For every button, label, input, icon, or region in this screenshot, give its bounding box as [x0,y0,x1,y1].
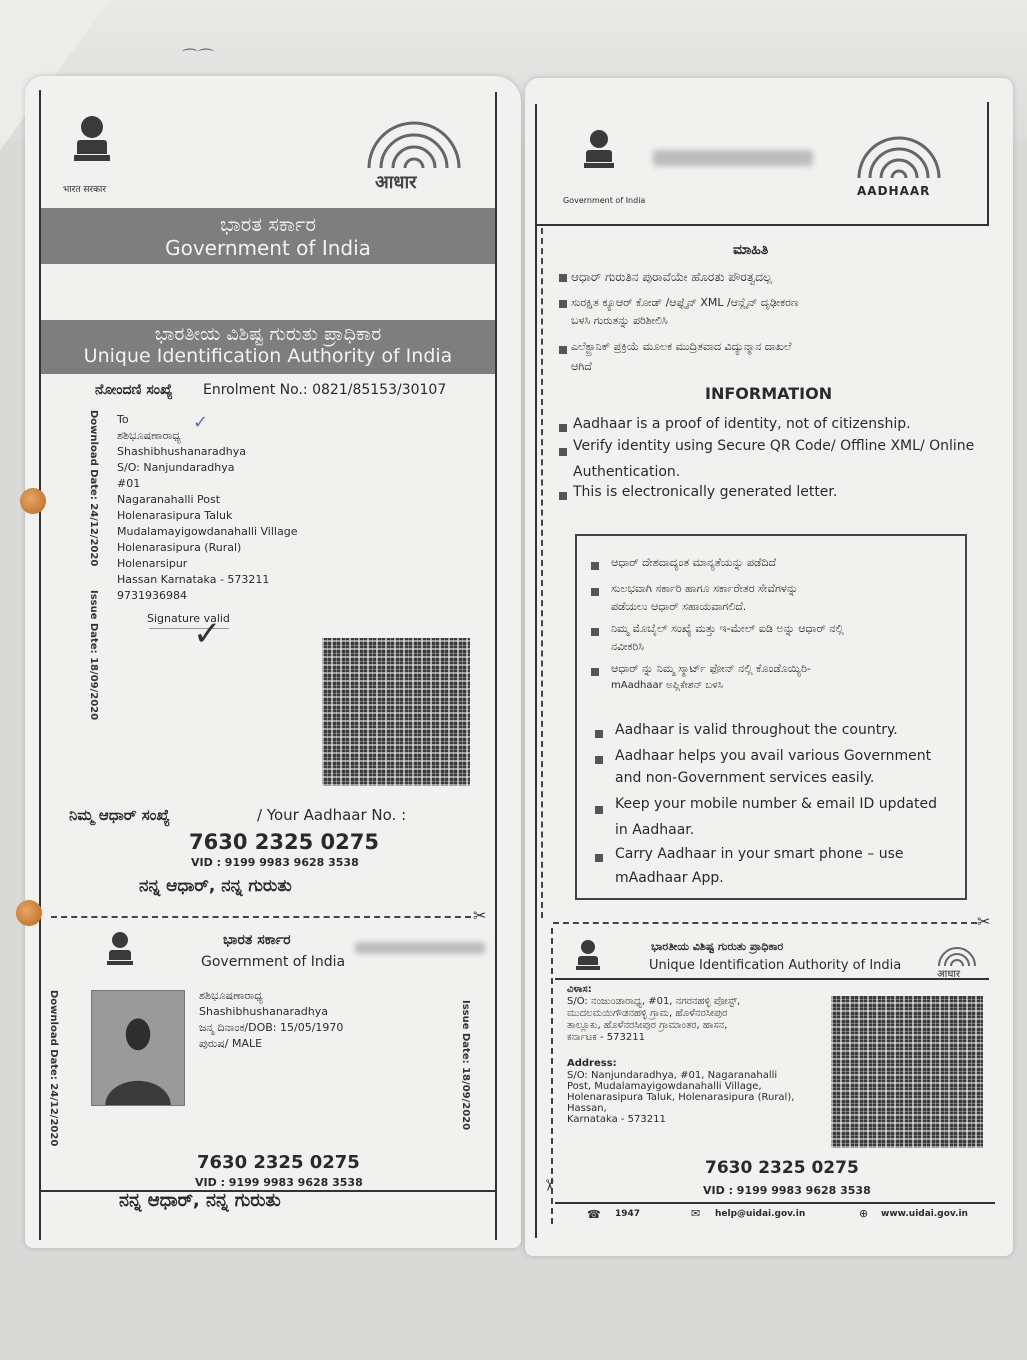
info-kannada-line: ಎಲೆಕ್ಟ್ರಾನಿಕ್ ಪ್ರಕ್ರಿಯೆ ಮೂಲಕ ಮುದ್ರಿತವಾದ ವಿದ್ಯುನ್ಮಾನ ದಾಖಲೆ [571,340,792,353]
bullet-icon [591,562,599,570]
government-band-english: Government of India [165,236,371,260]
scissors-icon: ✂ [540,1178,560,1193]
aadhaar-logo-icon [359,116,469,176]
aadhaar-logo-icon [851,130,947,184]
card-vid: VID : 9199 9983 9628 3538 [195,1176,363,1189]
address-line: Hassan Karnataka - 573211 [117,573,270,586]
national-emblem-icon [67,116,117,161]
address-kannada-line: ಕರ್ನಾಟಕ - 573211 [567,1032,645,1043]
right-sheet [525,78,1013,1256]
punch-hole-icon [20,488,46,514]
box-kannada-line: ಸುಲಭವಾಗಿ ಸರ್ಕಾರಿ ಹಾಗೂ ಸರ್ಕಾರೇತರ ಸೇವೆಗಳನ್ನು [611,582,799,595]
card-emblem-icon [573,940,603,970]
bullet-icon [595,730,603,738]
bullet-icon [591,628,599,636]
bullet-icon [559,448,567,456]
bullet-icon [559,274,567,282]
phone-icon: ☎ [587,1208,601,1221]
address-line: Holenarsipur [117,557,188,570]
aadhaar-logo-text: AADHAAR [857,184,931,198]
fold-line [541,228,543,918]
address-line: 9731936984 [117,589,187,602]
footer-phone: 1947 [615,1209,641,1219]
box-kannada-line: ಆಧಾರ್ ದೇಶದಾದ್ಯಂತ ಮಾನ್ಯತೆಯನ್ನು ಪಡೆದಿದೆ [611,556,777,569]
address-kannada-label: ವಿಳಾಸ: [567,984,592,995]
bullet-icon [559,424,567,432]
card-name: Shashibhushanaradhya [199,1005,329,1018]
vid-number: VID : 9199 9983 9628 3538 [191,856,359,869]
box-kannada-line: ನಿಮ್ಮ ಮೊಬೈಲ್ ಸಂಖ್ಯೆ ಮತ್ತು ಇ-ಮೇಲ್ ಐಡಿ ಅನ್ನು ಆಧಾರ್ ನಲ್ಲಿ [611,622,844,635]
address-line: To [117,413,129,426]
enrolment-label-kannada: ನೋಂದಣಿ ಸಂಖ್ಯೆ [95,382,173,398]
box-kannada-line: ನವೀಕರಿಸಿ [611,640,644,653]
bullet-icon [559,346,567,354]
card-gender: ಪುರುಷ/ MALE [199,1037,263,1050]
address-line: Karnataka - 573211 [567,1114,666,1125]
uidai-band-kannada: ಭಾರತೀಯ ವಿಶಿಷ್ಟ ಗುರುತು ಪ್ರಾಧಿಕಾರ [154,323,382,345]
download-date: Download Date: 24/12/2020 [88,410,99,567]
uidai-band-english: Unique Identification Authority of India [83,345,453,367]
pen-mark: ⌒⌒ [182,47,215,66]
bullet-icon [559,492,567,500]
your-aadhaar-label: / Your Aadhaar No. : [257,806,407,824]
signature-label: Signature valid [147,612,230,625]
address-kannada-line: ತಾಲ್ಲೂಕು, ಹೊಳೆನರಸೀಪುರ ಗ್ರಾಮಾಂತರ, ಹಾಸನ, [567,1020,728,1031]
scissors-icon: ✂ [473,906,487,925]
info-kannada-line: ಸುರಕ್ಷಿತ ಕ್ಯೂಆರ್ ಕೋಡ್ /ಆಫ್ಲೈನ್ XML /ಆನ್ಲೈನ್ ದೃಢೀಕರಣ [571,296,799,309]
emblem-caption: भारत सरकार [63,185,107,195]
footer-web: www.uidai.gov.in [881,1209,968,1219]
box-english-line: mAadhaar App. [615,870,724,886]
your-aadhaar-kannada: ನಿಮ್ಮ ಆಧಾರ್ ಸಂಖ್ಯೆ [69,806,170,824]
address-kannada-block [567,996,740,1044]
address-line: Holenarasipura Taluk [117,509,233,522]
address-line: Mudalamayigowdanahalli Village [117,525,298,538]
card-download-date: Download Date: 24/12/2020 [48,990,59,1147]
government-band-kannada: ಭಾರತ ಸರ್ಕಾರ [220,212,316,236]
bullet-icon [595,854,603,862]
pen-check-icon: ✓ [193,412,209,433]
info-kannada-line: ಬಳಸಿ ಗುರುತನ್ನು ಪರಿಶೀಲಿಸಿ [571,314,668,327]
bullet-icon [595,806,603,814]
punch-hole-icon [16,900,42,926]
right-sheet-right-border [987,102,989,226]
bullet-icon [595,756,603,764]
box-english-line: Carry Aadhaar in your smart phone – use [615,846,904,862]
bullet-icon [559,300,567,308]
card-aadhaar-logo-icon [935,944,979,968]
government-band [41,208,495,264]
card-aadhaar-number: 7630 2325 0275 [705,1158,859,1178]
qr-code [322,638,470,786]
card-header-divider [555,978,989,980]
info-english-line: Aadhaar is a proof of identity, not of citizenship. [573,416,911,432]
card-aadhaar-number: 7630 2325 0275 [197,1152,360,1173]
address-kannada-line: S/O: ನಂಜುಂಡಾರಾಧ್ಯ, #01, ನಗರನಹಳ್ಳಿ ಪೋಸ್ಟ್, [567,996,741,1007]
info-english-line: This is electronically generated letter. [573,484,838,500]
globe-icon: ⊕ [859,1207,869,1220]
mail-icon: ✉ [691,1207,701,1220]
address-line: S/O: Nanjundaradhya [117,461,235,474]
header-divider [535,224,989,226]
address-line: #01 [117,477,141,490]
address-line: Holenarasipura Taluk, Holenarasipura (Rural), [567,1092,795,1103]
bullet-icon [591,588,599,596]
card-color-strip [355,942,485,954]
address-line: Holenarasipura (Rural) [117,541,242,554]
address-line: Nagaranahalli Post [117,493,221,506]
info-kannada-line: ಆಗಿದೆ [571,360,592,373]
card-logo-text: आधार [937,969,961,980]
aadhaar-logo-text: आधार [375,172,417,193]
scissors-icon: ✂ [977,912,991,931]
address-line: S/O: Nanjundaradhya, #01, Nagaranahalli [567,1070,778,1081]
address-line: Shashibhushanaradhya [117,445,247,458]
info-kannada-line: ಆಧಾರ್ ಗುರುತಿನ ಪುರಾವೆಯೇ ಹೊರತು ಪೌರತ್ವದಲ್ಲ [571,270,773,284]
address-line: Post, Mudalamayigowdanahalli Village, [567,1081,762,1092]
issue-date: Issue Date: 18/09/2020 [88,590,99,721]
card-qr-code [831,996,983,1148]
uidai-band [41,320,495,374]
card-vid: VID : 9199 9983 9628 3538 [703,1184,871,1197]
card-title-english: Government of India [201,954,346,970]
cut-line [553,922,977,924]
box-kannada-line: ಪಡೆಯಲು ಆಧಾರ್ ಸಹಾಯವಾಗಲಿದೆ. [611,600,747,613]
address-line: Hassan, [567,1103,607,1114]
card-details [199,988,343,1052]
info-title: INFORMATION [705,384,833,403]
signature-check-icon: ✓ [193,614,222,654]
emblem-caption: Government of India [563,196,646,205]
card-dob: ಜನ್ಮ ದಿನಾಂಕ/DOB: 15/05/1970 [199,1021,344,1034]
info-title-kannada: ಮಾಹಿತಿ [733,242,769,258]
box-english-line: and non-Government services easily. [615,770,875,786]
card-title-kannada: ಭಾರತ ಸರ್ಕಾರ [223,932,291,948]
card-title-kannada: ಭಾರತೀಯ ವಿಶಿಷ್ಟ ಗುರುತು ಪ್ರಾಧಿಕಾರ [651,940,784,953]
national-emblem-icon [579,130,619,168]
card-slogan: ನನ್ನ ಆಧಾರ್, ನನ್ನ ಗುರುತು [119,1190,281,1211]
box-english-line: Aadhaar helps you avail various Government [615,748,932,764]
left-sheet [25,76,521,1248]
bullet-icon [591,668,599,676]
slogan: ನನ್ನ ಆಧಾರ್, ನನ್ನ ಗುರುತು [139,876,292,896]
box-kannada-line: ಆಧಾರ್ ನ್ನು ನಿಮ್ಮ ಸ್ಮಾರ್ಟ್ ಫೋನ್ ನಲ್ಲಿ ಕೊಂಡೊಯ್ಯಿರಿ- [611,662,811,675]
address-block [567,1070,794,1125]
info-english-line: Authentication. [573,464,681,480]
box-english-line: Keep your mobile number & email ID updated [615,796,937,812]
enrolment-number: Enrolment No.: 0821/85153/30107 [203,382,447,398]
address-line: ಶಶಿಭೂಷಣಾರಾಧ್ಯ [117,429,181,442]
footer-divider [555,1202,995,1204]
aadhaar-number: 7630 2325 0275 [189,830,379,854]
box-english-line: Aadhaar is valid throughout the country. [615,722,898,738]
info-english-line: Verify identity using Secure QR Code/ Offline XML/ Online [573,438,975,454]
box-english-line: in Aadhaar. [615,822,695,838]
footer-email: help@uidai.gov.in [715,1209,806,1219]
holder-photo [91,990,185,1106]
cut-line [51,916,471,918]
card-name-kannada: ಶಶಿಭೂಷಣಾರಾಧ್ಯ [199,989,263,1002]
card-issue-date: Issue Date: 18/09/2020 [460,1000,471,1131]
header-color-strip [653,150,813,166]
card-emblem-icon [103,932,137,965]
box-kannada-line: mAadhaar ಅಪ್ಲಿಕೇಶನ್ ಬಳಸಿ [611,680,723,691]
address-label: Address: [567,1058,617,1069]
address-block [117,412,357,604]
card-title-english: Unique Identification Authority of India [649,958,902,973]
right-sheet-left-border [535,104,537,1238]
right-border [495,92,497,1240]
address-kannada-line: ಮುದಲಮಯಿಗೌಡನಹಳ್ಳಿ ಗ್ರಾಮ, ಹೊಳೆನರಸೀಪುರ [567,1008,728,1019]
